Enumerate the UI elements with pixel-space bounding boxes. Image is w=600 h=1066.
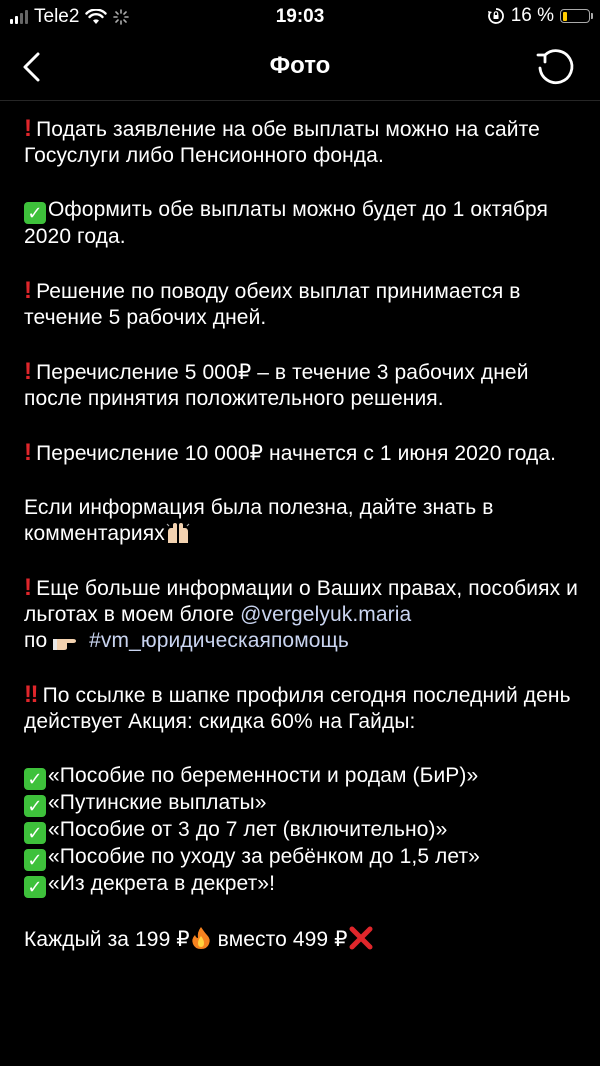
nav-bar <box>0 34 600 101</box>
check-mark-icon: ✓ <box>24 768 46 790</box>
check-mark-icon: ✓ <box>24 849 46 871</box>
double-exclamation-icon: ‼ <box>24 681 39 708</box>
carrier-name: Tele2 <box>34 6 80 27</box>
check-mark-icon: ✓ <box>24 202 46 224</box>
exclamation-icon: ! <box>24 574 33 601</box>
check-mark-icon: ✓ <box>24 822 46 844</box>
fire-icon <box>190 926 212 950</box>
paragraph-decision: ! Решение по поводу обеих выплат принимается в течение 5 рабочих дней. <box>24 277 521 329</box>
cross-mark-icon <box>348 926 374 950</box>
list-item: ✓ «Пособие от 3 до 7 лет (включительно)» <box>24 817 584 844</box>
paragraph-deadline: ✓ Оформить обе выплаты можно будет до 1 октября 2020 года. <box>24 198 548 248</box>
exclamation-icon: ! <box>24 277 33 304</box>
list-item: ✓ «Пособие по беременности и родам (БиР)» <box>24 763 584 790</box>
exclamation-icon: ! <box>24 439 33 466</box>
status-time: 19:03 <box>275 6 325 27</box>
paragraph-promo: ‼ По ссылке в шапке профиля сегодня последний день действует Акция: скидка 60% на Гайды: <box>24 681 571 733</box>
list-item: ✓ «Из декрета в декрет»! <box>24 871 584 898</box>
check-mark-icon: ✓ <box>24 876 46 898</box>
exclamation-icon: ! <box>24 358 33 385</box>
pointing-hand-icon <box>53 631 83 651</box>
raised-hands-icon <box>165 522 191 544</box>
orientation-lock-icon <box>487 7 505 25</box>
post-caption <box>24 116 584 953</box>
paragraph-feedback: Если информация была полезна, дайте знать в комментариях <box>24 496 494 545</box>
exclamation-icon: ! <box>24 115 33 142</box>
status-bar <box>0 0 600 34</box>
guides-list <box>24 763 584 898</box>
hashtag-link[interactable]: #vm_юридическаяпомощь <box>89 629 349 652</box>
list-item: ✓ «Путинские выплаты» <box>24 790 584 817</box>
battery-icon <box>560 9 590 23</box>
paragraph-price: Каждый за 199 ₽ вместо 499 ₽ <box>24 926 584 953</box>
page-title: Фото <box>269 52 331 79</box>
battery-percent: 16 % <box>510 5 554 26</box>
battery-level <box>563 12 567 21</box>
status-right <box>487 5 590 27</box>
refresh-icon[interactable] <box>534 46 576 88</box>
paragraph-transfer-10000: ! Перечисление 10 000₽ начнется с 1 июня 2020 года. <box>24 439 557 466</box>
paragraph-submit: ! Подать заявление на обе выплаты можно на сайте Госуслуги либо Пенсионного фонда. <box>24 115 540 167</box>
check-mark-icon: ✓ <box>24 795 46 817</box>
list-item: ✓ «Пособие по уходу за ребёнком до 1,5 лет» <box>24 844 584 871</box>
mention-link[interactable]: @vergelyuk.maria <box>240 603 412 626</box>
paragraph-blog: ! Еще больше информации о Ваших правах, пособиях и льготах в моем блоге @vergelyuk.maria по #vm_юридическаяпомощь <box>24 574 578 652</box>
paragraph-transfer-5000: ! Перечисление 5 000₽ – в течение 3 рабочих дней после принятия положительного решения. <box>24 358 529 410</box>
